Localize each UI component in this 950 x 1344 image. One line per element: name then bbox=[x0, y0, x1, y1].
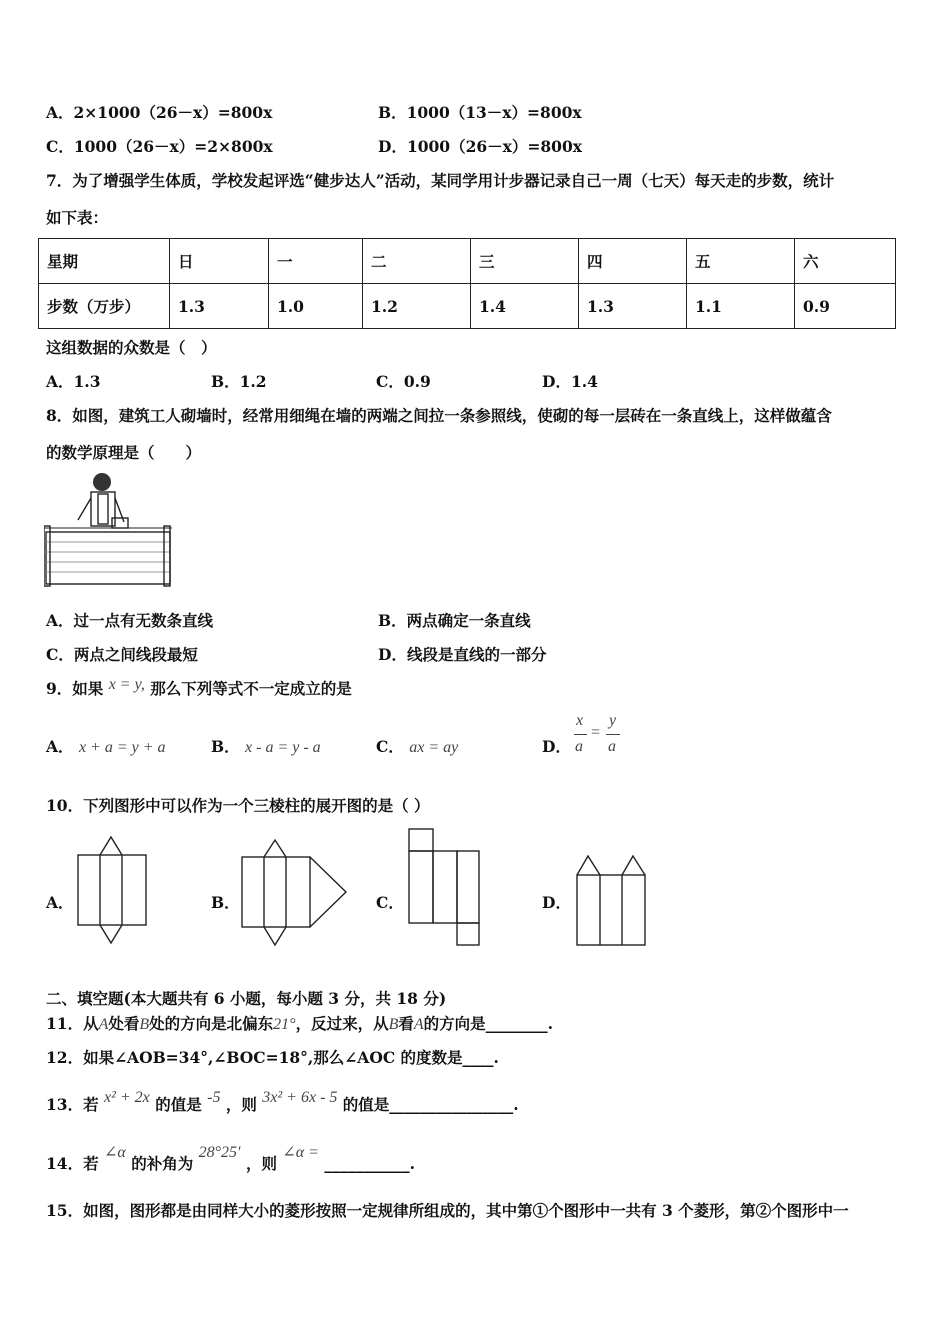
table-cell: 1.2 bbox=[363, 284, 471, 329]
q9-option-c bbox=[376, 737, 458, 758]
q9-option-c-label: C． bbox=[376, 737, 404, 756]
q11 bbox=[46, 1014, 553, 1035]
q7-option-b: B．1.2 bbox=[211, 372, 267, 391]
table-row-steps bbox=[39, 284, 896, 329]
net-figure-c bbox=[407, 827, 483, 949]
q10-option-b-label: B． bbox=[211, 893, 240, 912]
q11-var: A bbox=[98, 1016, 109, 1033]
q11-text: ，反过来，从 bbox=[295, 1014, 389, 1033]
bricklayer-illustration bbox=[44, 472, 174, 590]
q9-option-d-fraction bbox=[574, 712, 624, 760]
q6-option-a: A．2×1000（26－x）=800x bbox=[46, 103, 273, 122]
q11-var: A bbox=[413, 1016, 424, 1033]
q9-option-b-label: B． bbox=[211, 737, 240, 756]
q11-text: 看 bbox=[398, 1014, 414, 1033]
q14-text: 的补角为 bbox=[131, 1154, 194, 1173]
q9-option-c-expr: ax = ay bbox=[409, 739, 459, 756]
q11-text: 11．从 bbox=[46, 1014, 99, 1033]
q10-option-c-label: C． bbox=[376, 893, 404, 912]
q15: 15．如图，图形都是由同样大小的菱形按照一定规律所组成的，其中第①个图形中一共有 3 个菱形，第②个图形中一 bbox=[46, 1201, 849, 1220]
q14-angle-symbol: ∠α = bbox=[282, 1144, 319, 1161]
q7-question: 这组数据的众数是（ ） bbox=[46, 338, 217, 357]
q9-option-a bbox=[46, 737, 166, 758]
q9-condition: x = y, bbox=[108, 676, 145, 693]
table-cell: 星期 bbox=[39, 239, 170, 284]
q9-option-b bbox=[211, 737, 321, 758]
table-cell: 五 bbox=[687, 239, 795, 284]
q6-option-c: C．1000（26－x）=2×800x bbox=[46, 137, 273, 156]
table-cell: 步数（万步） bbox=[39, 284, 170, 329]
q12: 12．如果∠AOB=34°,∠BOC=18°,那么∠AOC 的度数是____. bbox=[46, 1048, 499, 1067]
fraction-numerator: y bbox=[609, 712, 617, 729]
q9-prefix: 9．如果 bbox=[46, 679, 104, 698]
q13-text: 13．若 bbox=[46, 1095, 99, 1114]
q10-stem: 10．下列图形中可以作为一个三棱柱的展开图的是（ ） bbox=[46, 796, 430, 815]
q9-option-d-label: D． bbox=[542, 737, 571, 756]
q10-option-a-label: A． bbox=[46, 893, 74, 912]
q13-text: 的值是 bbox=[155, 1095, 202, 1114]
equals-sign: = bbox=[590, 724, 601, 741]
net-figure-b bbox=[240, 838, 350, 950]
fraction-denominator: a bbox=[608, 738, 616, 755]
q7-option-a: A．1.3 bbox=[46, 372, 101, 391]
q7-option-d: D．1.4 bbox=[542, 372, 598, 391]
q6-option-b: B．1000（13－x）=800x bbox=[378, 103, 582, 122]
q9-option-a-label: A． bbox=[46, 737, 74, 756]
q9-suffix: 那么下列等式不一定成立的是 bbox=[150, 679, 352, 698]
q13-value: -5 bbox=[207, 1089, 221, 1106]
table-cell: 1.4 bbox=[471, 284, 579, 329]
table-row-header bbox=[39, 239, 896, 284]
q14-text: ___________. bbox=[324, 1154, 416, 1173]
fraction-denominator: a bbox=[575, 738, 583, 755]
net-figure-d bbox=[575, 853, 649, 949]
steps-table bbox=[38, 238, 896, 329]
q9-option-a-expr: x + a = y + a bbox=[78, 739, 166, 756]
table-cell: 1.1 bbox=[687, 284, 795, 329]
q6-option-d: D．1000（26－x）=800x bbox=[378, 137, 582, 156]
q8-stem-line1: 8．如图，建筑工人砌墙时，经常用细绳在墙的两端之间拉一条参照线，使砌的每一层砖在一条直线上，这样做蕴含 bbox=[46, 406, 832, 425]
q8-option-b: B．两点确定一条直线 bbox=[378, 611, 531, 630]
table-cell: 0.9 bbox=[795, 284, 896, 329]
q8-option-a: A．过一点有无数条直线 bbox=[46, 611, 214, 630]
q14-angle-value: 28°25′ bbox=[198, 1144, 241, 1161]
q10-option-d-label: D． bbox=[542, 893, 571, 912]
q7-stem-line1: 7．为了增强学生体质，学校发起评选“健步达人”活动，某同学用计步器记录自己一周（七天）每天走的步数，统计 bbox=[46, 171, 835, 190]
q13-text: ，则 bbox=[225, 1095, 257, 1114]
q9-stem bbox=[46, 676, 352, 700]
q13-expr: 3x² + 6x - 5 bbox=[262, 1089, 338, 1106]
q9-option-b-expr: x - a = y - a bbox=[245, 739, 321, 756]
table-cell: 四 bbox=[579, 239, 687, 284]
q13 bbox=[46, 1089, 519, 1116]
q11-text: 处看 bbox=[108, 1014, 140, 1033]
section-title: 二、填空题(本大题共有 6 小题，每小题 3 分，共 18 分) bbox=[46, 989, 447, 1008]
q14-angle-symbol: ∠α bbox=[103, 1144, 126, 1161]
q11-text: 的方向是________. bbox=[423, 1014, 554, 1033]
q14 bbox=[46, 1144, 416, 1175]
q13-expr: x² + 2x bbox=[103, 1089, 150, 1106]
fraction-numerator: x bbox=[576, 712, 584, 729]
q8-stem-line2: 的数学原理是（ ） bbox=[46, 443, 202, 462]
q11-var: B bbox=[139, 1016, 150, 1033]
table-cell: 1.0 bbox=[269, 284, 363, 329]
table-cell: 三 bbox=[471, 239, 579, 284]
q11-angle: 21° bbox=[273, 1016, 296, 1033]
q11-text: 处的方向是北偏东 bbox=[149, 1014, 274, 1033]
table-cell: 二 bbox=[363, 239, 471, 284]
q7-option-c: C．0.9 bbox=[376, 372, 431, 391]
q13-text: 的值是________________. bbox=[342, 1095, 519, 1114]
table-cell: 1.3 bbox=[579, 284, 687, 329]
q14-text: ，则 bbox=[245, 1154, 277, 1173]
table-cell: 1.3 bbox=[170, 284, 269, 329]
table-cell: 一 bbox=[269, 239, 363, 284]
table-cell: 六 bbox=[795, 239, 896, 284]
net-figure-a bbox=[76, 834, 150, 946]
q7-stem-line2: 如下表： bbox=[46, 208, 109, 227]
q8-option-d: D．线段是直线的一部分 bbox=[378, 645, 547, 664]
table-cell: 日 bbox=[170, 239, 269, 284]
q8-option-c: C．两点之间线段最短 bbox=[46, 645, 198, 664]
q11-var: B bbox=[388, 1016, 399, 1033]
q14-text: 14．若 bbox=[46, 1154, 99, 1173]
